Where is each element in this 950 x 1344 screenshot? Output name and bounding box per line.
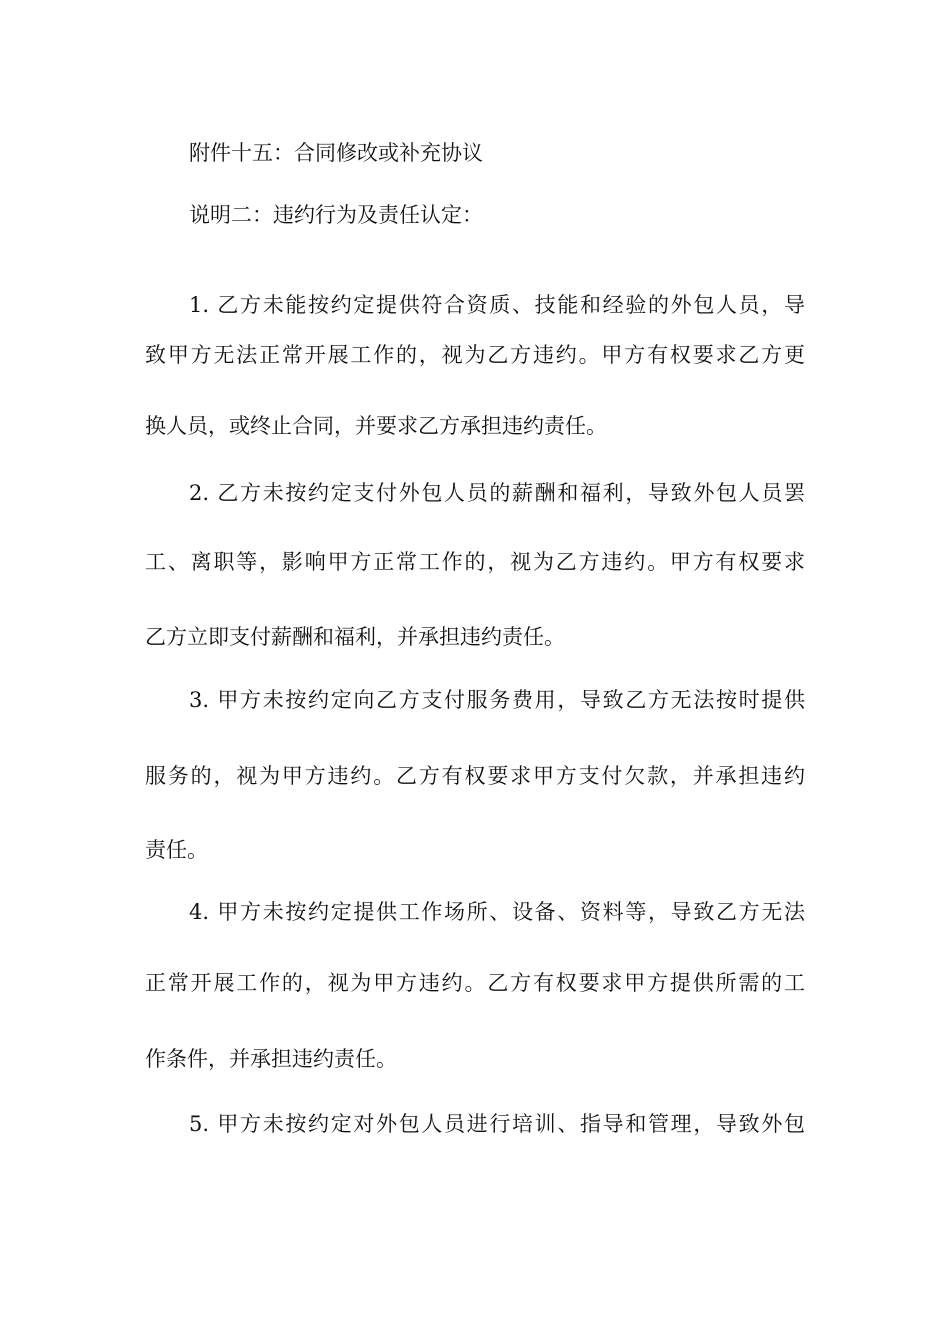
clause-4-line-3: 作条件，并承担违约责任。 <box>145 1047 397 1071</box>
clause-3-line-1: 3. 甲方未按约定向乙方支付服务费用，导致乙方无法按时提供 <box>189 688 805 712</box>
clause-2-line-3: 乙方立即支付薪酬和福利，并承担违约责任。 <box>145 625 565 649</box>
clause-3-line-2: 服务的，视为甲方违约。乙方有权要求甲方支付欠款，并承担违约 <box>145 764 805 788</box>
clause-4-line-1: 4. 甲方未按约定提供工作场所、设备、资料等，导致乙方无法 <box>189 900 805 924</box>
clause-2-line-2: 工、离职等，影响甲方正常工作的，视为乙方违约。甲方有权要求 <box>145 550 805 574</box>
section-heading: 说明二：违约行为及责任认定： <box>189 203 483 227</box>
clause-4-line-2: 正常开展工作的，视为甲方违约。乙方有权要求甲方提供所需的工 <box>145 971 805 995</box>
clause-1-line-1: 1. 乙方未能按约定提供符合资质、技能和经验的外包人员，导 <box>189 293 805 317</box>
attachment-heading: 附件十五：合同修改或补充协议 <box>189 141 483 165</box>
clause-1-line-3: 换人员，或终止合同，并要求乙方承担违约责任。 <box>145 414 607 438</box>
clause-2-line-1: 2. 乙方未按约定支付外包人员的薪酬和福利，导致外包人员罢 <box>189 481 805 505</box>
clause-3-line-3: 责任。 <box>145 838 208 862</box>
clause-1-line-2: 致甲方无法正常开展工作的，视为乙方违约。甲方有权要求乙方更 <box>145 343 805 367</box>
clause-5-line-1: 5. 甲方未按约定对外包人员进行培训、指导和管理，导致外包 <box>189 1112 805 1136</box>
